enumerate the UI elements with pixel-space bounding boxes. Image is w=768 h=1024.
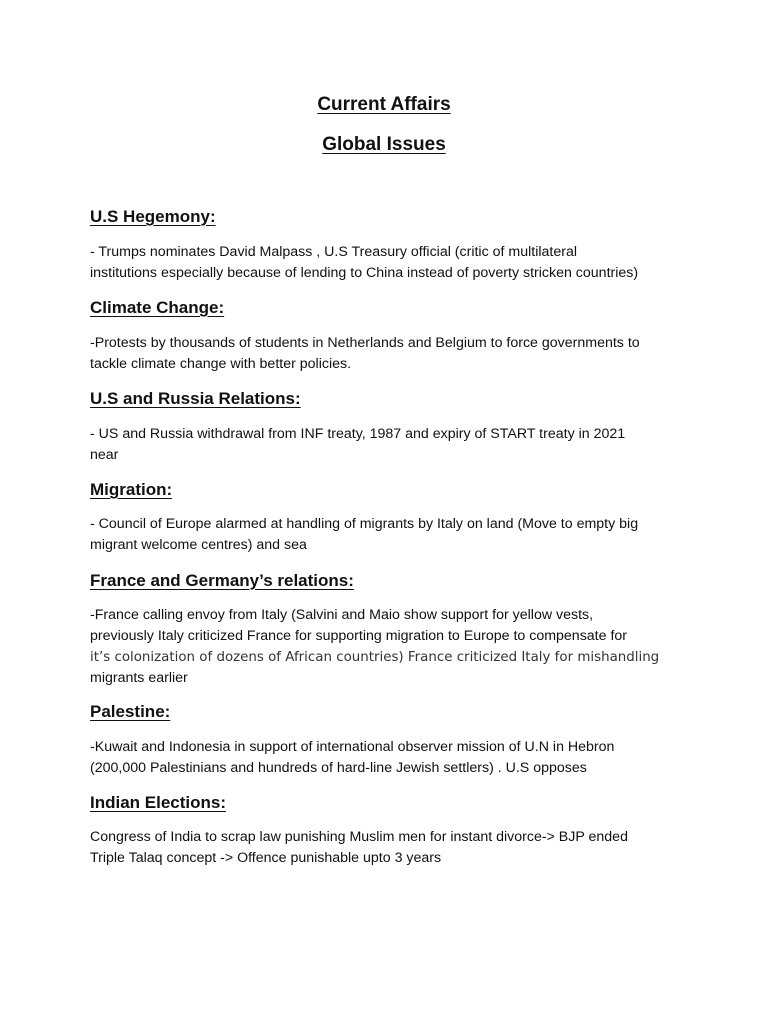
document-subtitle: Global Issues	[322, 134, 446, 155]
section-body-us-russia-relations	[90, 424, 690, 466]
body-line: near	[90, 447, 119, 463]
section-body-migration	[90, 514, 690, 556]
body-line: tackle climate change with better policies.	[90, 356, 352, 372]
section-heading-migration: Migration:	[90, 480, 173, 499]
section-heading-palestine: Palestine:	[90, 702, 171, 721]
body-line: - US and Russia withdrawal from INF treaty, 1987 and expiry of START treaty in 2021	[90, 426, 626, 442]
section-body-indian-elections	[90, 827, 690, 869]
body-line: Triple Talaq concept -> Offence punishable upto 3 years	[90, 850, 442, 866]
section-heading-france-germany-relations: France and Germany’s relations:	[90, 571, 354, 590]
section-body-us-hegemony	[90, 242, 690, 284]
body-line: -Protests by thousands of students in Netherlands and Belgium to force governments to	[90, 335, 640, 351]
section-heading-us-russia-relations: U.S and Russia Relations:	[90, 389, 301, 408]
body-line: Congress of India to scrap law punishing Muslim men for instant divorce-> BJP ended	[90, 829, 628, 845]
body-line: - Council of Europe alarmed at handling of migrants by Italy on land (Move to empty big	[90, 516, 639, 532]
section-body-climate-change	[90, 333, 690, 375]
section-heading-indian-elections: Indian Elections:	[90, 793, 227, 812]
body-line: - Trumps nominates David Malpass , U.S Treasury official (critic of multilateral	[90, 244, 577, 260]
section-body-france-germany-relations	[90, 605, 690, 689]
document-title: Current Affairs	[317, 94, 451, 115]
body-line: previously Italy criticized France for supporting migration to Europe to compensate for	[90, 628, 628, 644]
body-line: -Kuwait and Indonesia in support of international observer mission of U.N in Hebron	[90, 739, 615, 755]
section-body-palestine	[90, 737, 690, 779]
body-line: migrant welcome centres) and sea	[90, 537, 307, 553]
body-line: it’s colonization of dozens of African countries) France criticized Italy for mishandling	[90, 650, 660, 665]
body-line: -France calling envoy from Italy (Salvini and Maio show support for yellow vests,	[90, 607, 594, 623]
body-line: institutions especially because of lending to China instead of poverty stricken countries)	[90, 265, 639, 281]
section-heading-climate-change: Climate Change:	[90, 298, 225, 317]
body-line: migrants earlier	[90, 670, 188, 686]
body-line: (200,000 Palestinians and hundreds of hard-line Jewish settlers) . U.S opposes	[90, 760, 587, 776]
section-heading-us-hegemony: U.S Hegemony:	[90, 207, 216, 226]
